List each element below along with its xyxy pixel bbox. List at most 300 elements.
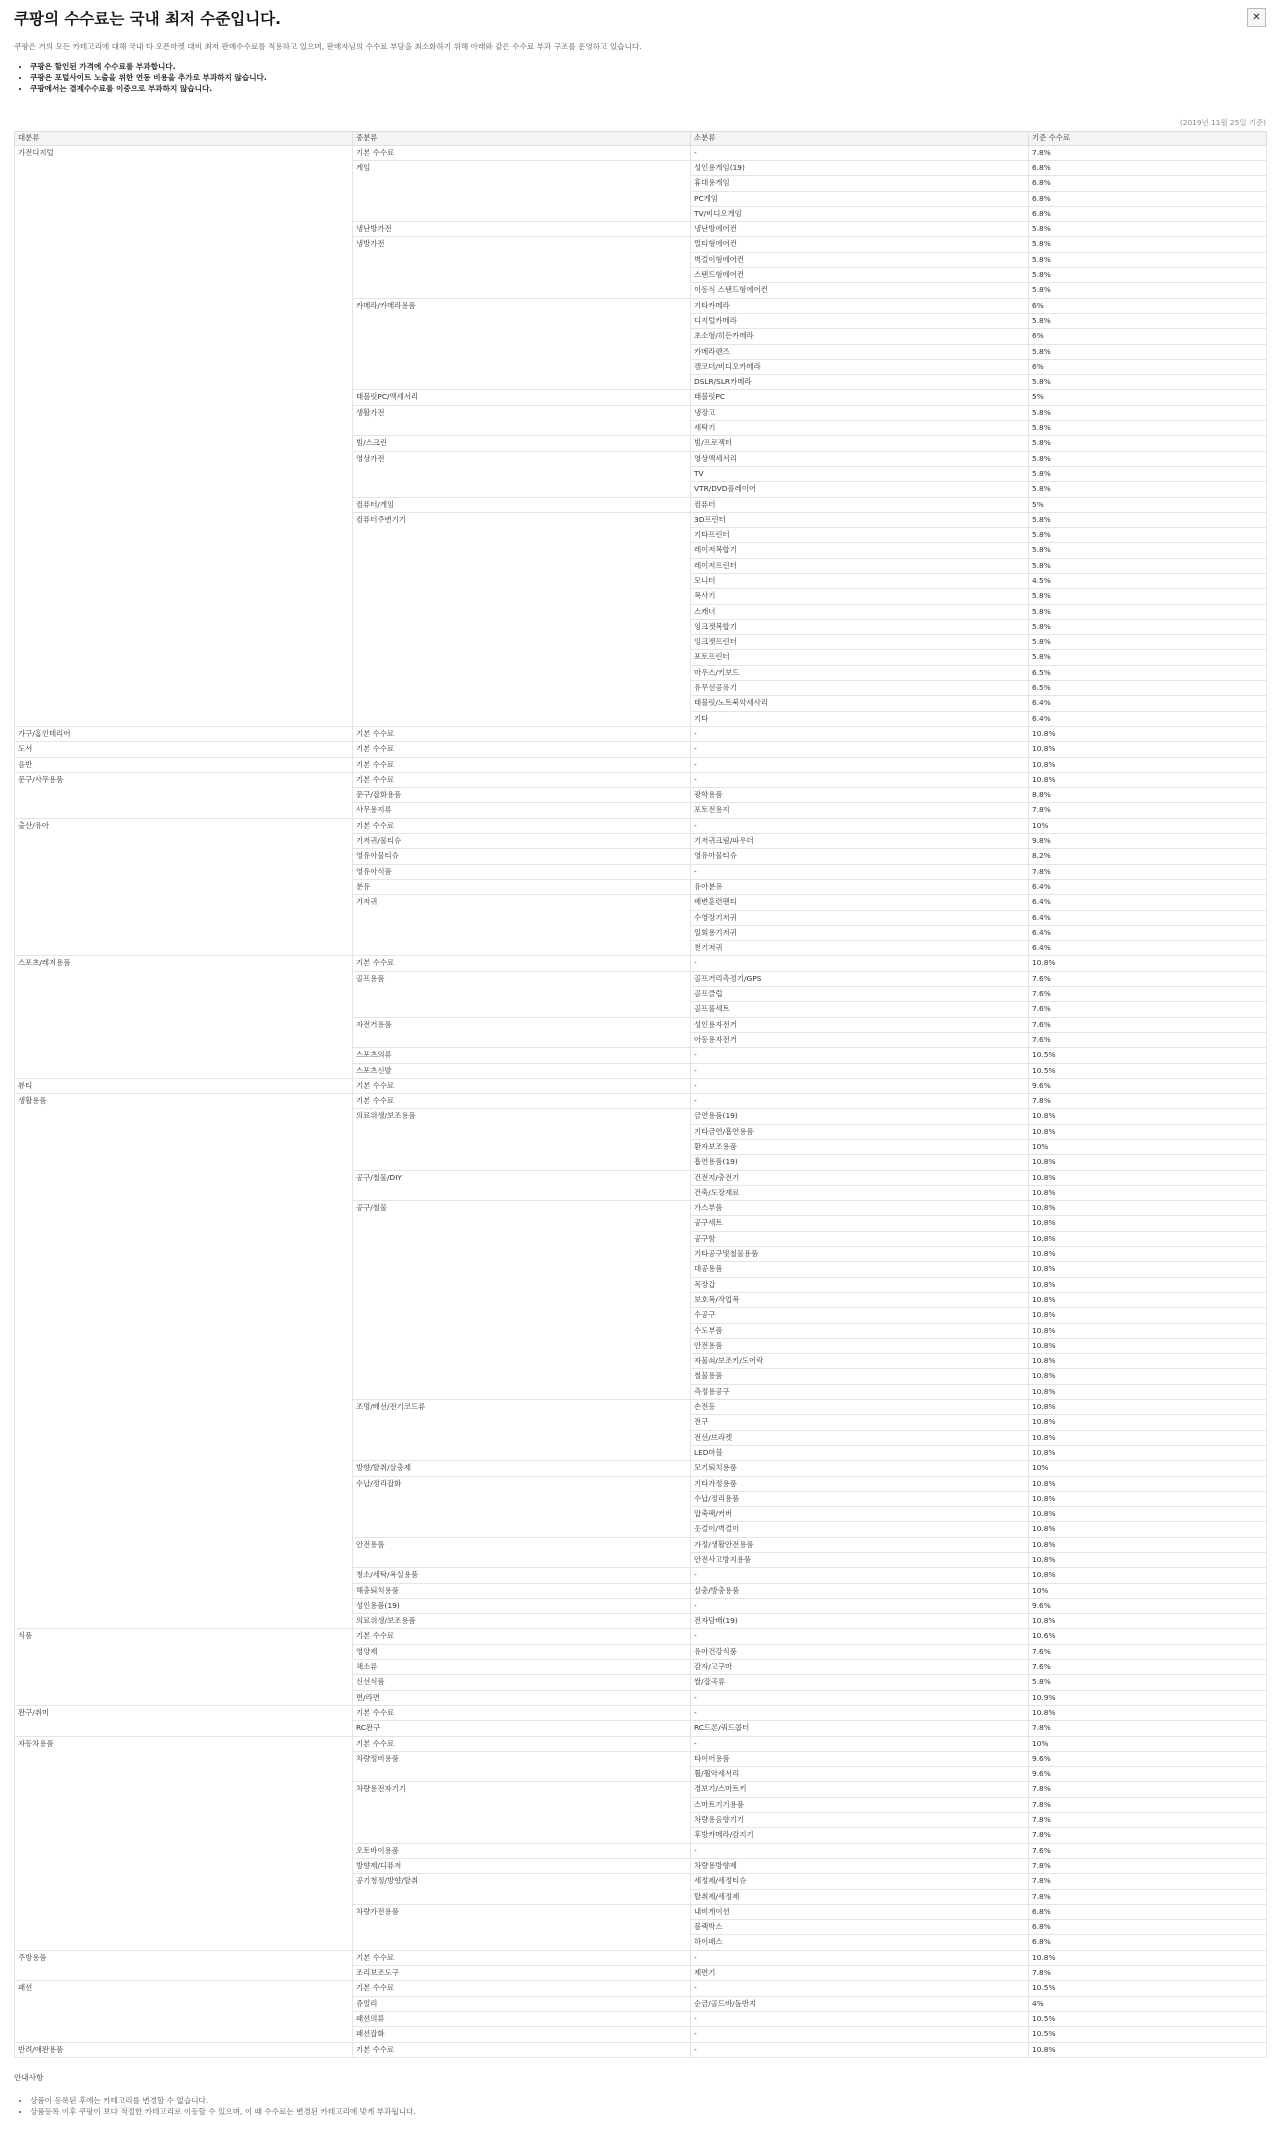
fee-rate-cell: 10.8% bbox=[1029, 1369, 1267, 1384]
fee-rate-cell: 7.8% bbox=[1029, 1889, 1267, 1904]
sub-category-cell: 성인용자전거 bbox=[691, 1017, 1029, 1032]
fee-rate-cell: 5.8% bbox=[1029, 589, 1267, 604]
fee-rate-cell: 9.6% bbox=[1029, 1078, 1267, 1093]
mid-category-cell: 조리보조도구 bbox=[353, 1966, 691, 1981]
fee-rate-cell: 5.8% bbox=[1029, 619, 1267, 634]
fee-rate-cell: 7.6% bbox=[1029, 1660, 1267, 1675]
table-row bbox=[15, 726, 1267, 741]
fee-rate-cell: 7.6% bbox=[1029, 971, 1267, 986]
mid-category-cell: 생활가전 bbox=[353, 405, 691, 436]
fee-rate-cell: 10.8% bbox=[1029, 1445, 1267, 1460]
fee-rate-cell: 10.8% bbox=[1029, 742, 1267, 757]
fee-rate-cell: 5% bbox=[1029, 497, 1267, 512]
sub-category-cell: 캠코더/비디오카메라 bbox=[691, 359, 1029, 374]
mid-category-cell: 공구/철물/DIY bbox=[353, 1170, 691, 1201]
table-row bbox=[15, 1981, 1267, 1996]
fee-rate-cell: 5.8% bbox=[1029, 1675, 1267, 1690]
major-category-cell: 패션 bbox=[15, 1981, 353, 2042]
major-category-cell: 주방용품 bbox=[15, 1950, 353, 1981]
sub-category-cell: 안전사고방지용품 bbox=[691, 1553, 1029, 1568]
mid-category-cell: 차량정비용품 bbox=[353, 1751, 691, 1782]
fee-rate-cell: 10.9% bbox=[1029, 1690, 1267, 1705]
sub-category-cell: 유아건강식품 bbox=[691, 1644, 1029, 1659]
table-row bbox=[15, 1705, 1267, 1720]
mid-category-cell: 기본 수수료 bbox=[353, 1094, 691, 1109]
fee-rate-cell: 5.8% bbox=[1029, 650, 1267, 665]
mid-category-cell: 기본 수수료 bbox=[353, 757, 691, 772]
fee-rate-cell: 10.8% bbox=[1029, 726, 1267, 741]
fee-rate-cell: 10.8% bbox=[1029, 1155, 1267, 1170]
fee-rate-cell: 5.8% bbox=[1029, 344, 1267, 359]
sub-category-cell: - bbox=[691, 757, 1029, 772]
sub-category-cell: 안전용품 bbox=[691, 1338, 1029, 1353]
major-category-cell: 완구/취미 bbox=[15, 1705, 353, 1736]
fee-rate-cell: 5.8% bbox=[1029, 222, 1267, 237]
sub-category-cell: - bbox=[691, 2011, 1029, 2026]
fee-rate-cell: 8.8% bbox=[1029, 788, 1267, 803]
table-row bbox=[15, 1094, 1267, 1109]
mid-category-cell: 차량가전용품 bbox=[353, 1904, 691, 1950]
major-category-cell: 자동차용품 bbox=[15, 1736, 353, 1950]
sub-category-cell: 제면기 bbox=[691, 1966, 1029, 1981]
fee-rate-cell: 10.8% bbox=[1029, 1292, 1267, 1307]
mid-category-cell: 문구/잡화용품 bbox=[353, 788, 691, 803]
sub-category-cell: 손전등 bbox=[691, 1400, 1029, 1415]
fee-rate-cell: 6.4% bbox=[1029, 696, 1267, 711]
table-row bbox=[15, 2042, 1267, 2057]
sub-category-cell: - bbox=[691, 2027, 1029, 2042]
sub-category-cell: 차량용방향제 bbox=[691, 1858, 1029, 1873]
fee-rate-cell: 10% bbox=[1029, 1461, 1267, 1476]
sub-category-cell: 태블릿PC bbox=[691, 390, 1029, 405]
sub-category-cell: - bbox=[691, 742, 1029, 757]
table-row bbox=[15, 956, 1267, 971]
sub-category-cell: 기저귀크림/파우더 bbox=[691, 834, 1029, 849]
fee-rate-cell: 7.6% bbox=[1029, 1644, 1267, 1659]
mid-category-cell: 청소/세탁/욕실용품 bbox=[353, 1568, 691, 1583]
sub-category-cell: 금연용품(19) bbox=[691, 1109, 1029, 1124]
fee-rate-cell: 7.8% bbox=[1029, 1966, 1267, 1981]
fee-rate-cell: 5.8% bbox=[1029, 466, 1267, 481]
sub-category-cell: 광학용품 bbox=[691, 788, 1029, 803]
mid-category-cell: 차량용전자기기 bbox=[353, 1782, 691, 1843]
major-category-cell: 스포츠/레저용품 bbox=[15, 956, 353, 1078]
sub-category-cell: 감자/고구마 bbox=[691, 1660, 1029, 1675]
sub-category-cell: - bbox=[691, 726, 1029, 741]
sub-category-cell: PC게임 bbox=[691, 191, 1029, 206]
date-note: (2019년 11월 25일 기준) bbox=[1179, 118, 1266, 127]
fee-rate-cell: 7.8% bbox=[1029, 1721, 1267, 1736]
sub-category-cell: VTR/DVD플레이어 bbox=[691, 482, 1029, 497]
fee-rate-cell: 10.8% bbox=[1029, 1614, 1267, 1629]
fee-rate-cell: 5.8% bbox=[1029, 237, 1267, 252]
mid-category-cell: 기본 수수료 bbox=[353, 1736, 691, 1751]
mid-category-cell: 의료위생/보조용품 bbox=[353, 1109, 691, 1170]
mid-category-cell: 영상가전 bbox=[353, 451, 691, 497]
mid-category-cell: 기본 수수료 bbox=[353, 742, 691, 757]
fee-rate-cell: 10.8% bbox=[1029, 1277, 1267, 1292]
major-category-cell: 가전디지털 bbox=[15, 145, 353, 726]
mid-category-cell: 의료위생/보조용품 bbox=[353, 1614, 691, 1629]
sub-category-cell: 수영장기저귀 bbox=[691, 910, 1029, 925]
fee-rate-cell: 5.8% bbox=[1029, 405, 1267, 420]
sub-category-cell: 냉장고 bbox=[691, 405, 1029, 420]
sub-category-cell: 경보기/스마트키 bbox=[691, 1782, 1029, 1797]
mid-category-cell: 기본 수수료 bbox=[353, 1705, 691, 1720]
mid-category-cell: 기본 수수료 bbox=[353, 1950, 691, 1965]
sub-category-cell: 기타공구및철물용품 bbox=[691, 1247, 1029, 1262]
sub-category-cell: 포토전용지 bbox=[691, 803, 1029, 818]
mid-category-cell: 컴퓨터/게임 bbox=[353, 497, 691, 512]
fee-rate-cell: 10.5% bbox=[1029, 1981, 1267, 1996]
fee-rate-cell: 5.8% bbox=[1029, 604, 1267, 619]
fee-rate-cell: 5.8% bbox=[1029, 482, 1267, 497]
mid-category-cell: 카메라/카메라용품 bbox=[353, 298, 691, 390]
sub-category-cell: 하이패스 bbox=[691, 1935, 1029, 1950]
sub-category-cell: 디지털카메라 bbox=[691, 313, 1029, 328]
fee-rate-cell: 10.8% bbox=[1029, 956, 1267, 971]
fee-rate-cell: 5.8% bbox=[1029, 512, 1267, 527]
sub-category-cell: 가스부품 bbox=[691, 1201, 1029, 1216]
sub-category-cell: 기타 bbox=[691, 711, 1029, 726]
mid-category-cell: 기본 수수료 bbox=[353, 145, 691, 160]
sub-category-cell: 철물용품 bbox=[691, 1369, 1029, 1384]
fee-table-body bbox=[15, 145, 1267, 2057]
fee-rate-cell: 10.8% bbox=[1029, 1247, 1267, 1262]
major-category-cell: 생활용품 bbox=[15, 1094, 353, 1629]
sub-category-cell: 탈취제/세정제 bbox=[691, 1889, 1029, 1904]
sub-category-cell: 태블릿/노트북악세사리 bbox=[691, 696, 1029, 711]
fee-rate-cell: 10.8% bbox=[1029, 1507, 1267, 1522]
fee-notes-list bbox=[30, 61, 267, 94]
fee-rate-cell: 10.5% bbox=[1029, 1048, 1267, 1063]
fee-rate-cell: 6.4% bbox=[1029, 941, 1267, 956]
fee-rate-cell: 10.8% bbox=[1029, 772, 1267, 787]
major-category-cell: 도서 bbox=[15, 742, 353, 757]
sub-category-cell: 스탠드형에어컨 bbox=[691, 268, 1029, 283]
sub-category-cell: 순금/골드바/돌반지 bbox=[691, 1996, 1029, 2011]
sub-category-cell: 건전지/충전기 bbox=[691, 1170, 1029, 1185]
fee-rate-cell: 5.8% bbox=[1029, 635, 1267, 650]
fee-rate-cell: 10.8% bbox=[1029, 1109, 1267, 1124]
sub-category-cell: 블랙박스 bbox=[691, 1920, 1029, 1935]
sub-category-cell: - bbox=[691, 1690, 1029, 1705]
sub-category-cell: 가정/생활안전용품 bbox=[691, 1537, 1029, 1552]
guide-title: 안내사항 bbox=[14, 2073, 44, 2082]
sub-category-cell: LED마블 bbox=[691, 1445, 1029, 1460]
fee-rate-cell: 10.8% bbox=[1029, 1354, 1267, 1369]
sub-category-cell: - bbox=[691, 1705, 1029, 1720]
major-category-cell: 가구/홈인테리어 bbox=[15, 726, 353, 741]
fee-rate-cell: 10.8% bbox=[1029, 1216, 1267, 1231]
fee-note: • 쿠팡에서는 결제수수료를 이중으로 부과하지 않습니다. bbox=[30, 83, 267, 94]
guide-list bbox=[30, 2095, 416, 2117]
sub-category-cell: 초소형/히든카메라 bbox=[691, 329, 1029, 344]
mid-category-cell: 면/라면 bbox=[353, 1690, 691, 1705]
sub-category-cell: TV bbox=[691, 466, 1029, 481]
sub-category-cell: DSLR/SLR카메라 bbox=[691, 375, 1029, 390]
fee-rate-cell: 4% bbox=[1029, 1996, 1267, 2011]
fee-rate-cell: 5.8% bbox=[1029, 421, 1267, 436]
header-major-category: 대분류 bbox=[15, 132, 353, 146]
sub-category-cell: 레이저프린터 bbox=[691, 558, 1029, 573]
sub-category-cell: - bbox=[691, 1736, 1029, 1751]
fee-description: 쿠팡은 거의 모든 카테고리에 대해 국내 타 오픈마켓 대비 최저 판매수수료를 적용하고 있으며, 판매자님의 수수료 부담을 최소화하기 위해 아래와 같은 수수료 부과 구조를 운영하고 있습니다. bbox=[14, 42, 642, 51]
fee-rate-cell: 10.8% bbox=[1029, 1262, 1267, 1277]
sub-category-cell: - bbox=[691, 1981, 1029, 1996]
close-icon: ✕ bbox=[1252, 12, 1261, 23]
fee-rate-cell: 10.8% bbox=[1029, 1430, 1267, 1445]
sub-category-cell: 전자담배(19) bbox=[691, 1614, 1029, 1629]
mid-category-cell: 분유 bbox=[353, 879, 691, 894]
fee-rate-cell: 5.8% bbox=[1029, 252, 1267, 267]
major-category-cell: 출산/유아 bbox=[15, 818, 353, 956]
sub-category-cell: 세탁기 bbox=[691, 421, 1029, 436]
fee-rate-cell: 7.8% bbox=[1029, 864, 1267, 879]
major-category-cell: 음반 bbox=[15, 757, 353, 772]
sub-category-cell: 멀티형에어컨 bbox=[691, 237, 1029, 252]
sub-category-cell: 내비게이션 bbox=[691, 1904, 1029, 1919]
sub-category-cell: - bbox=[691, 1568, 1029, 1583]
mid-category-cell: 영양제 bbox=[353, 1644, 691, 1659]
major-category-cell: 문구/사무용품 bbox=[15, 772, 353, 818]
fee-rate-cell: 10.8% bbox=[1029, 1124, 1267, 1139]
fee-rate-cell: 5.8% bbox=[1029, 436, 1267, 451]
fee-rate-cell: 10% bbox=[1029, 1139, 1267, 1154]
mid-category-cell: 기본 수수료 bbox=[353, 956, 691, 971]
sub-category-cell: 카메라렌즈 bbox=[691, 344, 1029, 359]
fee-rate-cell: 10.8% bbox=[1029, 757, 1267, 772]
mid-category-cell: 냉방가전 bbox=[353, 237, 691, 298]
fee-rate-cell: 5.8% bbox=[1029, 375, 1267, 390]
sub-category-cell: 일회용기저귀 bbox=[691, 925, 1029, 940]
mid-category-cell: 기본 수수료 bbox=[353, 772, 691, 787]
fee-rate-cell: 5.8% bbox=[1029, 313, 1267, 328]
mid-category-cell: 스포츠신발 bbox=[353, 1063, 691, 1078]
major-category-cell: 뷰티 bbox=[15, 1078, 353, 1093]
sub-category-cell: 천기저귀 bbox=[691, 941, 1029, 956]
sub-category-cell: 레이저복합기 bbox=[691, 543, 1029, 558]
fee-rate-cell: 10.8% bbox=[1029, 1705, 1267, 1720]
fee-rate-cell: 10% bbox=[1029, 1583, 1267, 1598]
sub-category-cell: 유아분유 bbox=[691, 879, 1029, 894]
mid-category-cell: 스포츠의류 bbox=[353, 1048, 691, 1063]
sub-category-cell: - bbox=[691, 145, 1029, 160]
fee-rate-cell: 6.5% bbox=[1029, 665, 1267, 680]
fee-rate-cell: 10.8% bbox=[1029, 1415, 1267, 1430]
fee-rate-cell: 10.8% bbox=[1029, 1170, 1267, 1185]
sub-category-cell: 모기퇴치용품 bbox=[691, 1461, 1029, 1476]
fee-rate-cell: 10.8% bbox=[1029, 1537, 1267, 1552]
fee-rate-cell: 6.8% bbox=[1029, 1920, 1267, 1935]
fee-rate-cell: 10.5% bbox=[1029, 2011, 1267, 2026]
fee-rate-cell: 6.8% bbox=[1029, 1935, 1267, 1950]
fee-rate-cell: 10.8% bbox=[1029, 1231, 1267, 1246]
mid-category-cell: 냉난방가전 bbox=[353, 222, 691, 237]
mid-category-cell: 공기청정/방향/탈취 bbox=[353, 1874, 691, 1905]
fee-rate-cell: 5.8% bbox=[1029, 543, 1267, 558]
mid-category-cell: 기본 수수료 bbox=[353, 726, 691, 741]
guide-item: • 상품이 등록된 후에는 카테고리를 변경할 수 없습니다. bbox=[30, 2095, 416, 2106]
modal-header bbox=[14, 8, 1266, 38]
fee-rate-cell: 6.8% bbox=[1029, 1904, 1267, 1919]
mid-category-cell: 게임 bbox=[353, 160, 691, 221]
fee-rate-cell: 7.6% bbox=[1029, 1017, 1267, 1032]
sub-category-cell: 압축팩/커버 bbox=[691, 1507, 1029, 1522]
mid-category-cell: 빔/스크린 bbox=[353, 436, 691, 451]
fee-rate-cell: 6.8% bbox=[1029, 176, 1267, 191]
mid-category-cell: 해충퇴치용품 bbox=[353, 1583, 691, 1598]
fee-rate-cell: 7.8% bbox=[1029, 1094, 1267, 1109]
sub-category-cell: 목장갑 bbox=[691, 1277, 1029, 1292]
fee-rate-cell: 6.8% bbox=[1029, 160, 1267, 175]
fee-rate-cell: 6% bbox=[1029, 359, 1267, 374]
fee-rate-cell: 10.6% bbox=[1029, 1629, 1267, 1644]
fee-rate-cell: 9.8% bbox=[1029, 834, 1267, 849]
sub-category-cell: 복사기 bbox=[691, 589, 1029, 604]
fee-rate-cell: 10.8% bbox=[1029, 1950, 1267, 1965]
mid-category-cell: 수납/정리잡화 bbox=[353, 1476, 691, 1537]
fee-rate-cell: 10% bbox=[1029, 1736, 1267, 1751]
sub-category-cell: 자물쇠/보조키/도어락 bbox=[691, 1354, 1029, 1369]
fee-rate-cell: 10.8% bbox=[1029, 1553, 1267, 1568]
fee-rate-cell: 7.8% bbox=[1029, 1874, 1267, 1889]
fee-rate-cell: 4.5% bbox=[1029, 574, 1267, 589]
fee-rate-cell: 5.8% bbox=[1029, 528, 1267, 543]
sub-category-cell: - bbox=[691, 818, 1029, 833]
sub-category-cell: - bbox=[691, 2042, 1029, 2057]
fee-rate-cell: 10.5% bbox=[1029, 2027, 1267, 2042]
mid-category-cell: 영유아물티슈 bbox=[353, 849, 691, 864]
sub-category-cell: 기타금연/흡연용품 bbox=[691, 1124, 1029, 1139]
mid-category-cell: 채소류 bbox=[353, 1660, 691, 1675]
fee-rate-cell: 5% bbox=[1029, 390, 1267, 405]
mid-category-cell: 신선식품 bbox=[353, 1675, 691, 1690]
sub-category-cell: 대공용품 bbox=[691, 1262, 1029, 1277]
close-button[interactable] bbox=[1247, 8, 1266, 27]
sub-category-cell: 세정제/세정티슈 bbox=[691, 1874, 1029, 1889]
table-row bbox=[15, 1629, 1267, 1644]
mid-category-cell: 영유아식품 bbox=[353, 864, 691, 879]
sub-category-cell: - bbox=[691, 772, 1029, 787]
fee-rate-cell: 9.6% bbox=[1029, 1767, 1267, 1782]
mid-category-cell: 기저귀 bbox=[353, 895, 691, 956]
sub-category-cell: 골프풀세트 bbox=[691, 1002, 1029, 1017]
sub-category-cell: 골프클럽 bbox=[691, 987, 1029, 1002]
sub-category-cell: 공구함 bbox=[691, 1231, 1029, 1246]
sub-category-cell: - bbox=[691, 1078, 1029, 1093]
sub-category-cell: 흡연용품(19) bbox=[691, 1155, 1029, 1170]
sub-category-cell: 살충/방충용품 bbox=[691, 1583, 1029, 1598]
fee-rate-cell: 7.6% bbox=[1029, 1032, 1267, 1047]
table-row bbox=[15, 1736, 1267, 1751]
mid-category-cell: 방향제/디퓨저 bbox=[353, 1858, 691, 1873]
mid-category-cell: 공구/철물 bbox=[353, 1201, 691, 1400]
sub-category-cell: 타이어용품 bbox=[691, 1751, 1029, 1766]
sub-category-cell: 건축/도장재료 bbox=[691, 1185, 1029, 1200]
fee-rate-cell: 6.4% bbox=[1029, 879, 1267, 894]
sub-category-cell: - bbox=[691, 1843, 1029, 1858]
sub-category-cell: 휴대용게임 bbox=[691, 176, 1029, 191]
sub-category-cell: 아동용자전거 bbox=[691, 1032, 1029, 1047]
fee-rate-cell: 6.5% bbox=[1029, 681, 1267, 696]
mid-category-cell: 자전거용품 bbox=[353, 1017, 691, 1048]
sub-category-cell: - bbox=[691, 1598, 1029, 1613]
header-row bbox=[15, 132, 1267, 146]
fee-rate-cell: 5.8% bbox=[1029, 558, 1267, 573]
mid-category-cell: 컴퓨터주변기기 bbox=[353, 512, 691, 726]
mid-category-cell: RC완구 bbox=[353, 1721, 691, 1736]
header-fee: 기준 수수료 bbox=[1029, 132, 1267, 146]
major-category-cell: 식품 bbox=[15, 1629, 353, 1705]
table-row bbox=[15, 1950, 1267, 1965]
sub-category-cell: 기타카메라 bbox=[691, 298, 1029, 313]
fee-rate-cell: 10.8% bbox=[1029, 1185, 1267, 1200]
fee-rate-cell: 9.6% bbox=[1029, 1598, 1267, 1613]
sub-category-cell: 모니터 bbox=[691, 574, 1029, 589]
sub-category-cell: 3D프린터 bbox=[691, 512, 1029, 527]
fee-rate-cell: 10% bbox=[1029, 818, 1267, 833]
sub-category-cell: 영상액세서리 bbox=[691, 451, 1029, 466]
sub-category-cell: 스마트기기용품 bbox=[691, 1797, 1029, 1812]
fee-rate-cell: 7.8% bbox=[1029, 1828, 1267, 1843]
sub-category-cell: - bbox=[691, 1048, 1029, 1063]
table-row bbox=[15, 145, 1267, 160]
fee-rate-cell: 7.8% bbox=[1029, 145, 1267, 160]
sub-category-cell: 전선/브라켓 bbox=[691, 1430, 1029, 1445]
sub-category-cell: 수납/정리용품 bbox=[691, 1491, 1029, 1506]
fee-rate-cell: 8.2% bbox=[1029, 849, 1267, 864]
sub-category-cell: 영유아물티슈 bbox=[691, 849, 1029, 864]
guide-item: • 상품등록 이후 쿠팡이 보다 적절한 카테고리로 이동할 수 있으며, 이 때 수수료는 변경된 카테고리에 맞게 부과됩니다. bbox=[30, 2106, 416, 2117]
mid-category-cell: 사무용지류 bbox=[353, 803, 691, 818]
fee-rate-cell: 10.8% bbox=[1029, 1308, 1267, 1323]
table-row bbox=[15, 742, 1267, 757]
sub-category-cell: 이동식 스탠드형에어컨 bbox=[691, 283, 1029, 298]
sub-category-cell: - bbox=[691, 1094, 1029, 1109]
fee-rate-cell: 10.8% bbox=[1029, 1522, 1267, 1537]
sub-category-cell: 환자보조용품 bbox=[691, 1139, 1029, 1154]
sub-category-cell: 기타가정용품 bbox=[691, 1476, 1029, 1491]
sub-category-cell: 빔/프로젝터 bbox=[691, 436, 1029, 451]
sub-category-cell: 쌀/잡곡류 bbox=[691, 1675, 1029, 1690]
mid-category-cell: 방향/탈취/살충제 bbox=[353, 1461, 691, 1476]
mid-category-cell: 조명/배선/전기코드류 bbox=[353, 1400, 691, 1461]
fee-rate-cell: 9.6% bbox=[1029, 1751, 1267, 1766]
sub-category-cell: 컴퓨터 bbox=[691, 497, 1029, 512]
mid-category-cell: 패션의류 bbox=[353, 2011, 691, 2026]
fee-rate-cell: 5.8% bbox=[1029, 268, 1267, 283]
mid-category-cell: 오토바이용품 bbox=[353, 1843, 691, 1858]
header-mid-category: 중분류 bbox=[353, 132, 691, 146]
sub-category-cell: 냉난방에어컨 bbox=[691, 222, 1029, 237]
header-sub-category: 소분류 bbox=[691, 132, 1029, 146]
fee-rate-cell: 7.8% bbox=[1029, 1797, 1267, 1812]
fee-rate-cell: 6% bbox=[1029, 329, 1267, 344]
fee-rate-cell: 7.8% bbox=[1029, 1858, 1267, 1873]
table-row bbox=[15, 1078, 1267, 1093]
sub-category-cell: - bbox=[691, 956, 1029, 971]
fee-rate-cell: 7.8% bbox=[1029, 803, 1267, 818]
sub-category-cell: 기타프린터 bbox=[691, 528, 1029, 543]
fee-rate-cell: 5.8% bbox=[1029, 283, 1267, 298]
sub-category-cell: 공구세트 bbox=[691, 1216, 1029, 1231]
fee-rate-cell: 10.8% bbox=[1029, 1323, 1267, 1338]
fee-rate-cell: 7.8% bbox=[1029, 1813, 1267, 1828]
mid-category-cell: 기본 수수료 bbox=[353, 1981, 691, 1996]
sub-category-cell: 포토프린터 bbox=[691, 650, 1029, 665]
sub-category-cell: 수공구 bbox=[691, 1308, 1029, 1323]
